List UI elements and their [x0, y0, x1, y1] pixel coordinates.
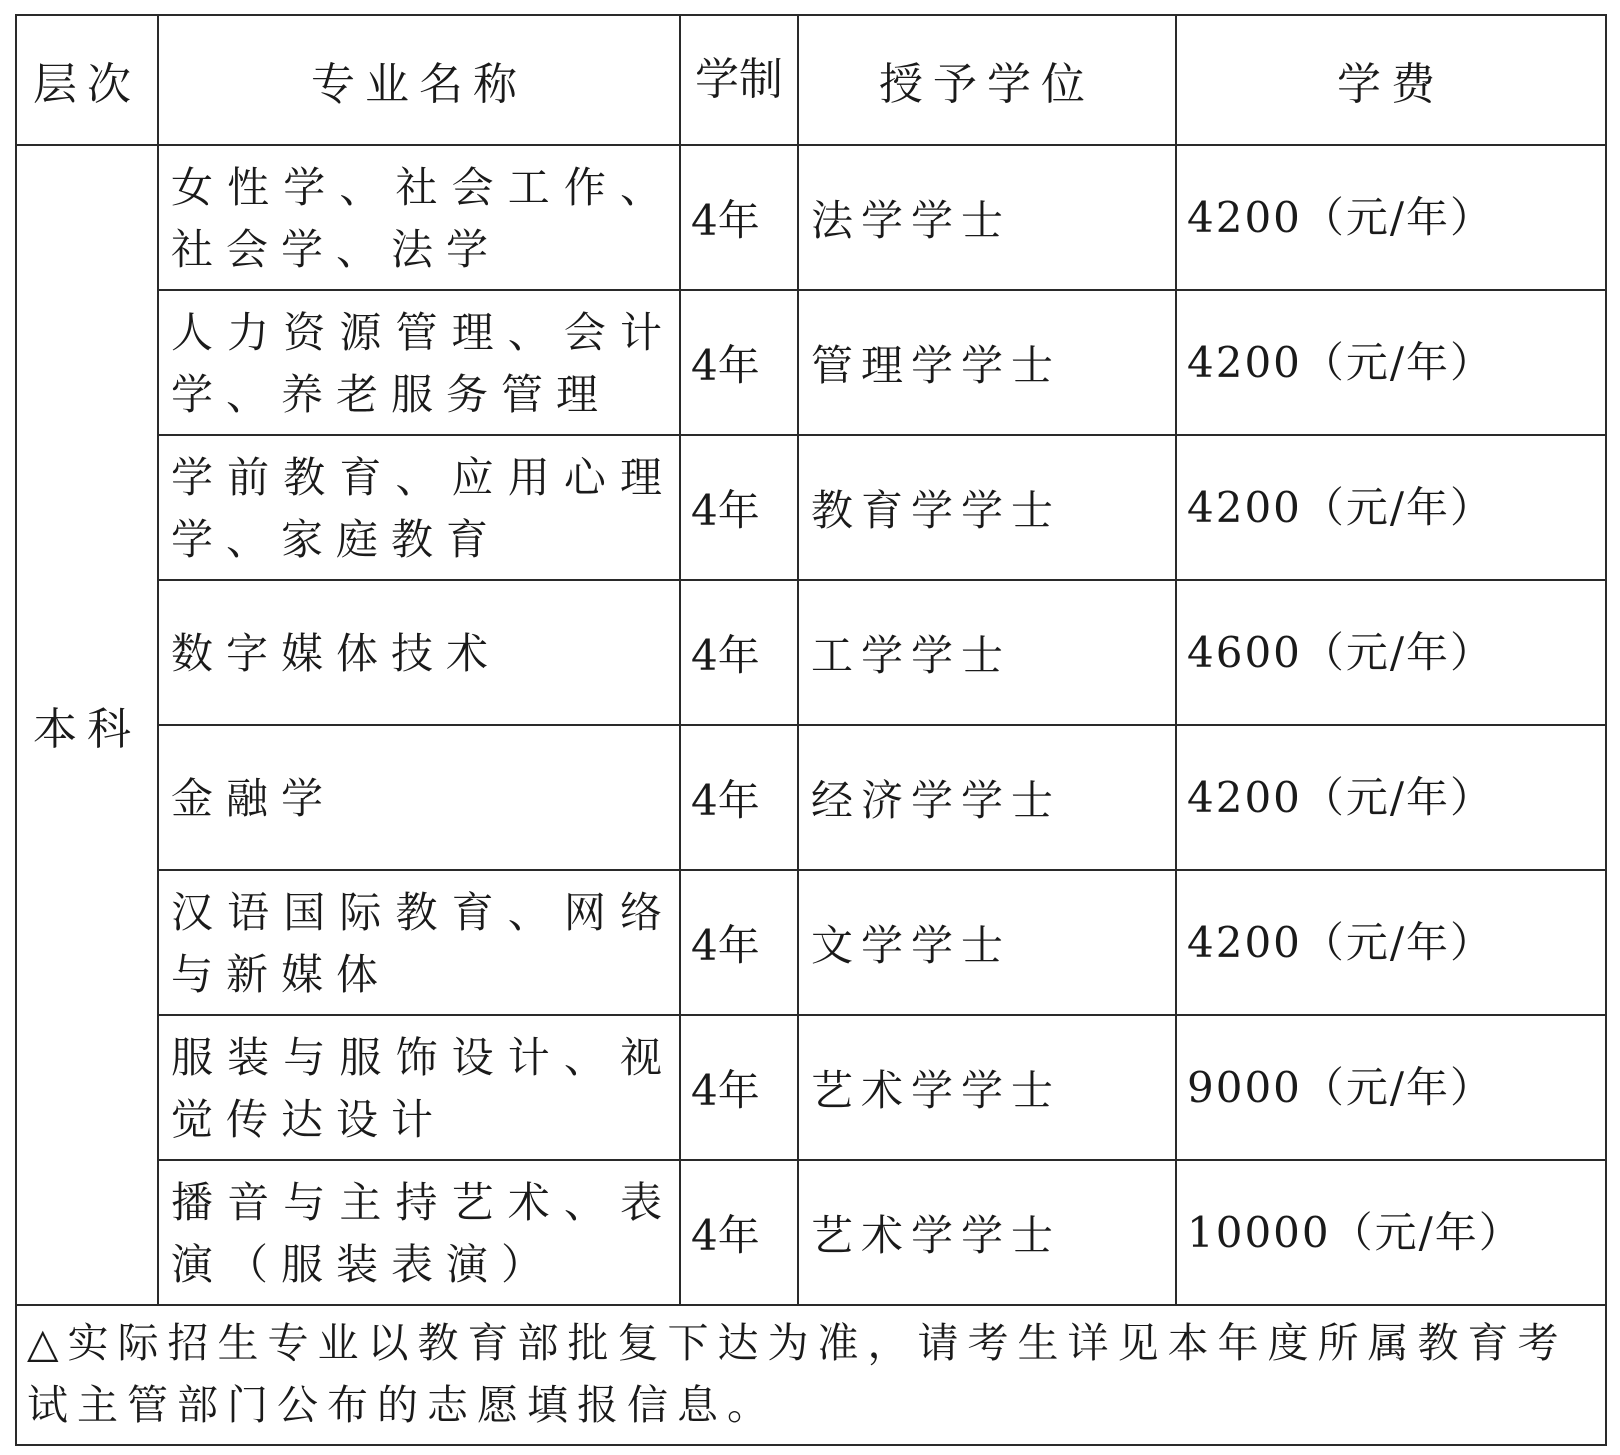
fee-cell: 4200（元/年） [1176, 290, 1606, 435]
note-row [16, 1305, 1606, 1445]
major-cell: 汉语国际教育、网络与新媒体 [158, 870, 680, 1015]
major-cell: 学前教育、应用心理学、家庭教育 [158, 435, 680, 580]
duration-cell: 4年 [680, 1015, 798, 1160]
header-fee: 学费 [1176, 15, 1606, 145]
table-row [16, 435, 1606, 580]
duration-cell: 4年 [680, 435, 798, 580]
header-degree: 授予学位 [798, 15, 1176, 145]
table-row [16, 1160, 1606, 1305]
major-cell: 数字媒体技术 [158, 580, 680, 725]
degree-cell: 教育学学士 [798, 435, 1176, 580]
header-row [16, 15, 1606, 145]
table-row [16, 870, 1606, 1015]
duration-cell: 4年 [680, 580, 798, 725]
degree-cell: 管理学学士 [798, 290, 1176, 435]
table-row [16, 145, 1606, 290]
fee-cell: 4200（元/年） [1176, 870, 1606, 1015]
table-row [16, 1015, 1606, 1160]
header-major: 专业名称 [158, 15, 680, 145]
fee-cell: 9000（元/年） [1176, 1015, 1606, 1160]
header-duration: 学制 [680, 15, 798, 145]
level-cell: 本科 [16, 145, 158, 1305]
duration-cell: 4年 [680, 725, 798, 870]
fee-text: 10000（元/年） [1187, 1207, 1523, 1257]
fee-cell: 4200（元/年） [1176, 725, 1606, 870]
degree-cell: 经济学学士 [798, 725, 1176, 870]
fee-cell: 4200（元/年） [1176, 435, 1606, 580]
duration-cell: 4年 [680, 290, 798, 435]
table-row [16, 290, 1606, 435]
table-row [16, 580, 1606, 725]
major-cell: 服装与服饰设计、视觉传达设计 [158, 1015, 680, 1160]
major-cell: 女性学、社会工作、社会学、法学 [158, 145, 680, 290]
degree-cell: 文学学士 [798, 870, 1176, 1015]
fee-cell: 4600（元/年） [1176, 580, 1606, 725]
major-cell: 播音与主持艺术、表演（服装表演） [158, 1160, 680, 1305]
fee-cell: 4200（元/年） [1176, 145, 1606, 290]
header-level: 层次 [16, 15, 158, 145]
table-row [16, 725, 1606, 870]
fee-cell [1176, 1160, 1606, 1305]
enrollment-table [15, 14, 1607, 1446]
duration-cell: 4年 [680, 1160, 798, 1305]
major-cell: 金融学 [158, 725, 680, 870]
degree-cell: 法学学士 [798, 145, 1176, 290]
degree-cell: 艺术学学士 [798, 1015, 1176, 1160]
duration-cell: 4年 [680, 870, 798, 1015]
degree-cell: 工学学士 [798, 580, 1176, 725]
duration-cell: 4年 [680, 145, 798, 290]
footnote: △实际招生专业以教育部批复下达为准，请考生详见本年度所属教育考试主管部门公布的志愿填报信息。 [16, 1305, 1606, 1445]
degree-cell: 艺术学学士 [798, 1160, 1176, 1305]
major-cell: 人力资源管理、会计学、养老服务管理 [158, 290, 680, 435]
